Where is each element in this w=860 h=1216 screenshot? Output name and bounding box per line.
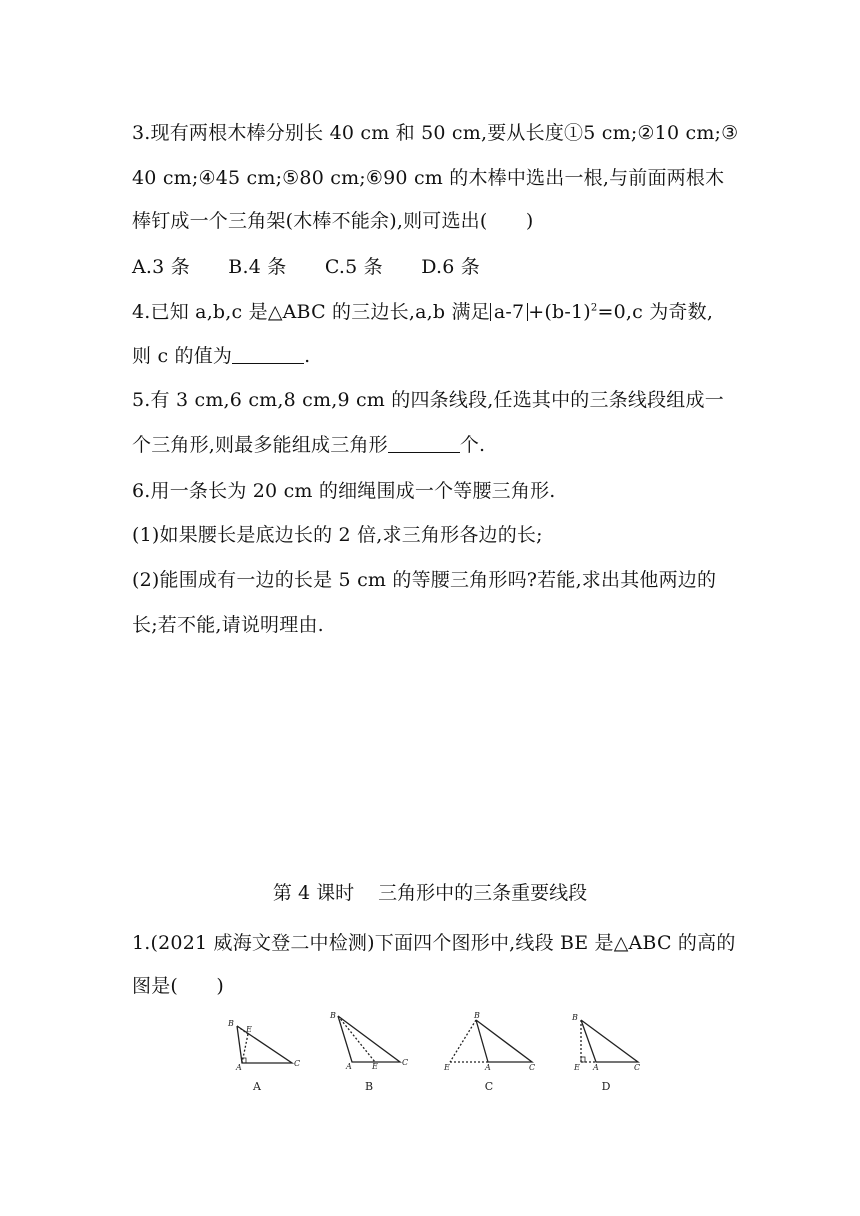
q4-line2-pre: 则 c 的值为 <box>132 345 233 367</box>
q4-line2-post: . <box>304 345 311 367</box>
q6-part2-line1: (2)能围成有一边的长是 5 cm 的等腰三角形吗?若能,求出其他两边的 <box>132 569 717 591</box>
fig-a-label-e: E <box>246 1025 252 1034</box>
s2q1-line2: 图是( ) <box>132 975 225 997</box>
q4-text-post: +(b-1) <box>528 301 591 323</box>
q6-part1: (1)如果腰长是底边长的 2 倍,求三角形各边的长; <box>132 524 543 546</box>
fig-caption-c: C <box>484 1080 494 1093</box>
q4-abs: a-7 <box>490 303 528 321</box>
q5-line2-post: 个. <box>459 434 486 456</box>
q3-line2: 40 cm;④45 cm;⑤80 cm;⑥90 cm 的木棒中选出一根,与前面两根木 <box>132 167 725 189</box>
fig-d-label-e: E <box>574 1063 580 1072</box>
q5-line2 <box>132 430 485 457</box>
fig-a-label-a: A <box>236 1063 242 1072</box>
triangle-figures <box>210 1006 650 1106</box>
q5-line2-pre: 个三角形,则最多能组成三角形 <box>132 434 388 456</box>
fig-a-label-c: C <box>294 1059 301 1068</box>
q4-square: 2 <box>590 302 598 314</box>
fig-d-label-c: C <box>634 1063 641 1072</box>
figures-svg <box>210 1006 650 1106</box>
q3-line1: 3.现有两根木棒分别长 40 cm 和 50 cm,要从长度①5 cm;②10 cm;③ <box>132 122 739 144</box>
figure-d <box>581 1020 638 1062</box>
fig-caption-a: A <box>253 1080 261 1093</box>
q4-text-pre: 4.已知 a,b,c 是△ABC 的三边长,a,b 满足 <box>132 301 490 323</box>
fig-b-label-b: B <box>330 1011 336 1020</box>
q4-answer-blank <box>232 345 304 364</box>
q4-line2 <box>132 341 310 368</box>
fig-c-label-c: C <box>529 1063 536 1072</box>
fig-b-label-c: C <box>402 1058 409 1067</box>
q3-options: A.3 条 B.4 条 C.5 条 D.6 条 <box>132 256 480 278</box>
q3-line3: 棒钉成一个三角架(木棒不能余),则可选出( ) <box>132 210 534 232</box>
q5-answer-blank <box>388 434 460 453</box>
lesson-title: 三角形中的三条重要线段 <box>378 882 588 904</box>
fig-d-label-b: B <box>572 1013 578 1022</box>
fig-caption-b: B <box>364 1080 374 1093</box>
section-heading <box>0 878 860 905</box>
q4-text-end: =0,c 为奇数, <box>597 301 714 323</box>
q5-line1: 5.有 3 cm,6 cm,8 cm,9 cm 的四条线段,任选其中的三条线段组成一 <box>132 389 724 411</box>
lesson-number: 第 4 课时 <box>272 882 355 904</box>
fig-d-label-a: A <box>593 1063 599 1072</box>
s2q1-line1: 1.(2021 威海文登二中检测)下面四个图形中,线段 BE 是△ABC 的高的 <box>132 932 736 954</box>
figure-b <box>338 1016 400 1062</box>
figure-c <box>450 1020 532 1062</box>
fig-caption-d: D <box>601 1080 611 1093</box>
fig-b-label-a: A <box>346 1062 352 1071</box>
fig-c-label-a: A <box>485 1063 491 1072</box>
fig-a-label-b: B <box>228 1019 234 1028</box>
fig-c-label-e: E <box>444 1063 450 1072</box>
q6-part2-line2: 长;若不能,请说明理由. <box>132 614 324 636</box>
q4-line1 <box>132 297 713 324</box>
q6-line1: 6.用一条长为 20 cm 的细绳围成一个等腰三角形. <box>132 480 556 502</box>
fig-c-label-b: B <box>474 1011 480 1020</box>
fig-b-label-e: E <box>372 1062 378 1071</box>
